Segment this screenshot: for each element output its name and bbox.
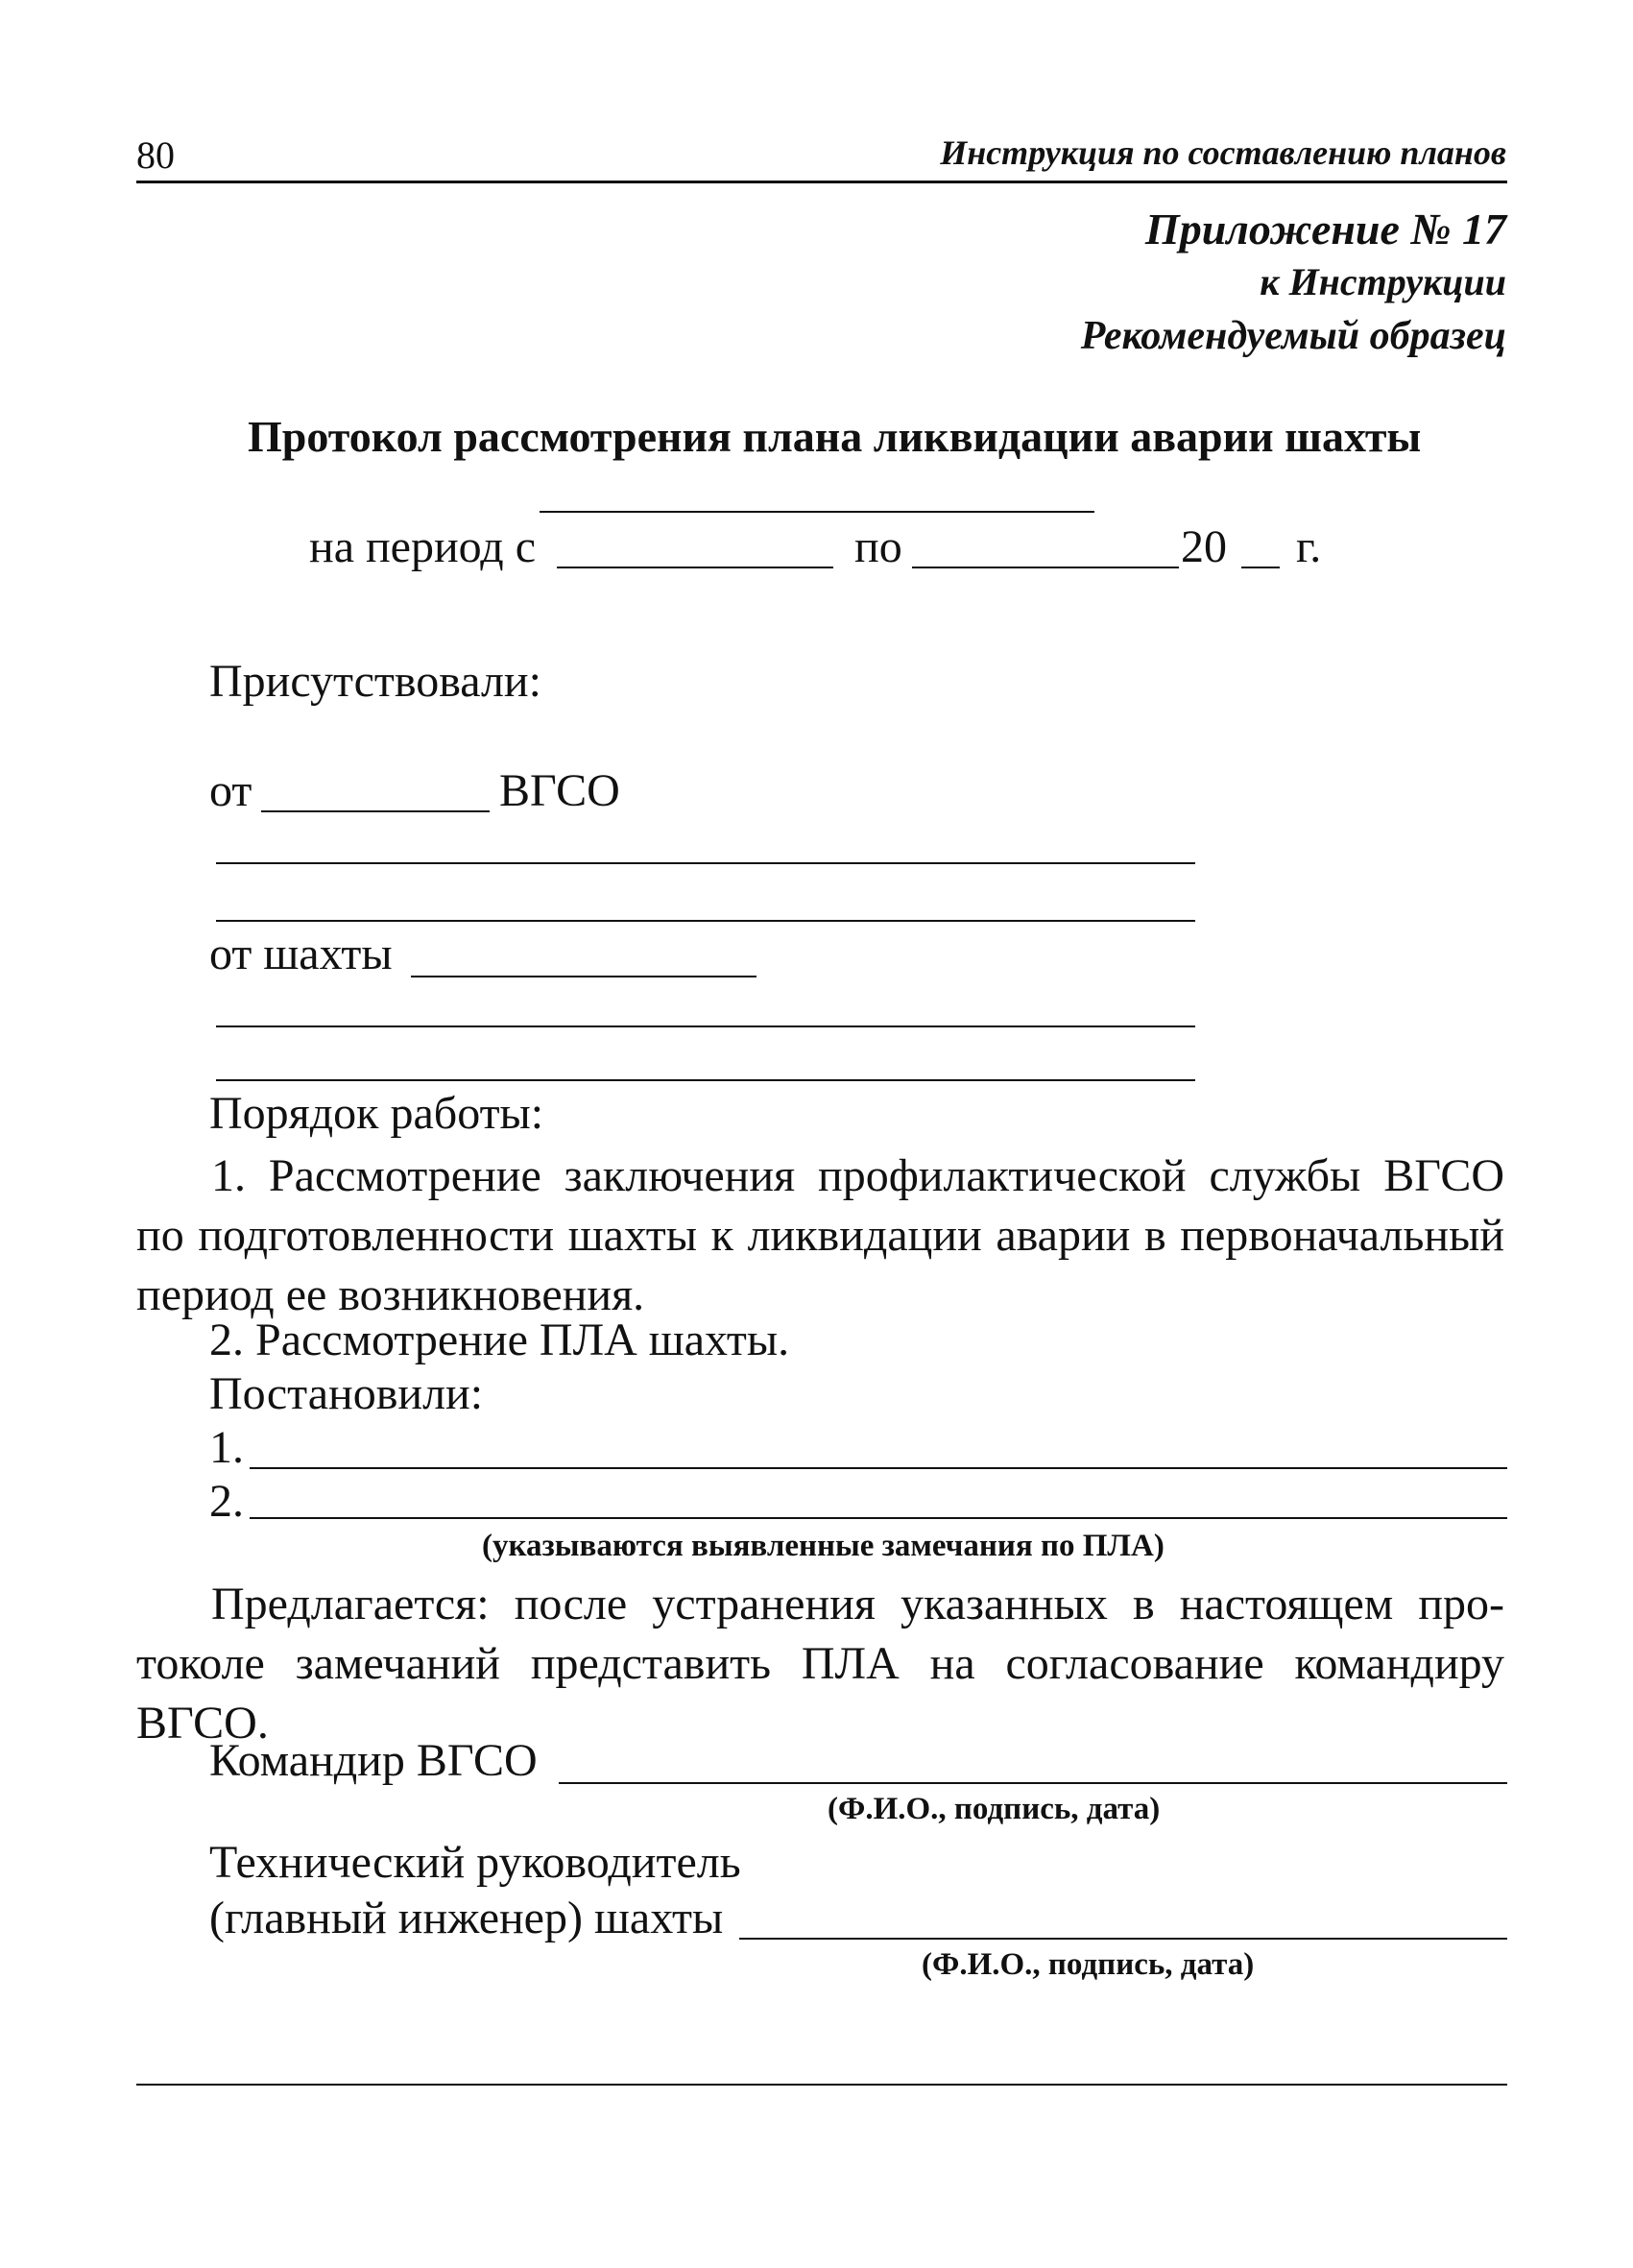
mine-name-blank[interactable] bbox=[540, 511, 1094, 513]
period-end-blank[interactable] bbox=[912, 567, 1179, 568]
from-vgso-prefix: от bbox=[209, 765, 252, 816]
resolution-2-blank[interactable] bbox=[250, 1517, 1507, 1519]
agenda-item-2: 2. Рассмотрение ПЛА шахты. bbox=[209, 1315, 790, 1365]
proposal-text: Предлагается: после устранения указанных в настоящем протоколе замечаний представить ПЛА на согласование командиру ВГСО. bbox=[136, 1579, 1504, 1749]
resolution-1-number: 1. bbox=[209, 1422, 244, 1473]
tech-head-label-line-2: (главный инженер) шахты bbox=[209, 1893, 724, 1943]
mine-attendee-line-2[interactable] bbox=[216, 1079, 1195, 1081]
commander-label: Командир ВГСО bbox=[209, 1735, 538, 1786]
period-year-prefix: 20 bbox=[1181, 521, 1227, 572]
header-rule bbox=[136, 181, 1507, 183]
resolution-2-number: 2. bbox=[209, 1476, 244, 1527]
period-year-blank[interactable] bbox=[1241, 567, 1280, 568]
resolution-1-blank[interactable] bbox=[250, 1467, 1507, 1469]
tech-head-note: (Ф.И.О., подпись, дата) bbox=[922, 1947, 1255, 1982]
appendix-subtitle: к Инструкции bbox=[1260, 260, 1506, 303]
period-from-label: на период с bbox=[309, 521, 537, 572]
attended-label: Присутствовали: bbox=[209, 656, 541, 707]
commander-note: (Ф.И.О., подпись, дата) bbox=[828, 1792, 1161, 1826]
page-number: 80 bbox=[136, 133, 175, 177]
tech-head-label-line-1: Технический руководитель bbox=[209, 1837, 741, 1888]
period-year-suffix: г. bbox=[1296, 521, 1322, 572]
vgso-attendee-line-2[interactable] bbox=[216, 920, 1195, 922]
vgso-attendee-line-1[interactable] bbox=[216, 862, 1195, 864]
appendix-title: Приложение № 17 bbox=[1144, 205, 1506, 253]
from-vgso-suffix: ВГСО bbox=[499, 765, 620, 816]
commander-signature-blank[interactable] bbox=[559, 1782, 1507, 1784]
resolved-label: Постановили: bbox=[209, 1368, 484, 1419]
agenda-item-1: 1. Рассмотрение заключения профилактической службы ВГСО по подготовленности шахты к ликвидации аварии в первоначальный период ее возникновения. bbox=[136, 1150, 1504, 1320]
vgso-name-blank[interactable] bbox=[261, 810, 490, 812]
from-mine-label: от шахты bbox=[209, 929, 393, 979]
agenda-label: Порядок работы: bbox=[209, 1088, 544, 1139]
appendix-sample-label: Рекомендуемый образец bbox=[1080, 314, 1506, 358]
tech-head-signature-blank[interactable] bbox=[739, 1938, 1507, 1940]
period-start-blank[interactable] bbox=[557, 567, 833, 568]
running-head: Инструкция по составлению планов bbox=[940, 133, 1506, 172]
period-to-label: по bbox=[854, 521, 902, 572]
mine-attendee-line-1[interactable] bbox=[216, 1025, 1195, 1027]
resolution-note: (указываются выявленные замечания по ПЛА) bbox=[482, 1529, 1165, 1563]
mine-representative-blank[interactable] bbox=[411, 976, 756, 977]
document-title: Протокол рассмотрения плана ликвидации аварии шахты bbox=[248, 412, 1422, 461]
footer-rule bbox=[136, 2084, 1507, 2086]
